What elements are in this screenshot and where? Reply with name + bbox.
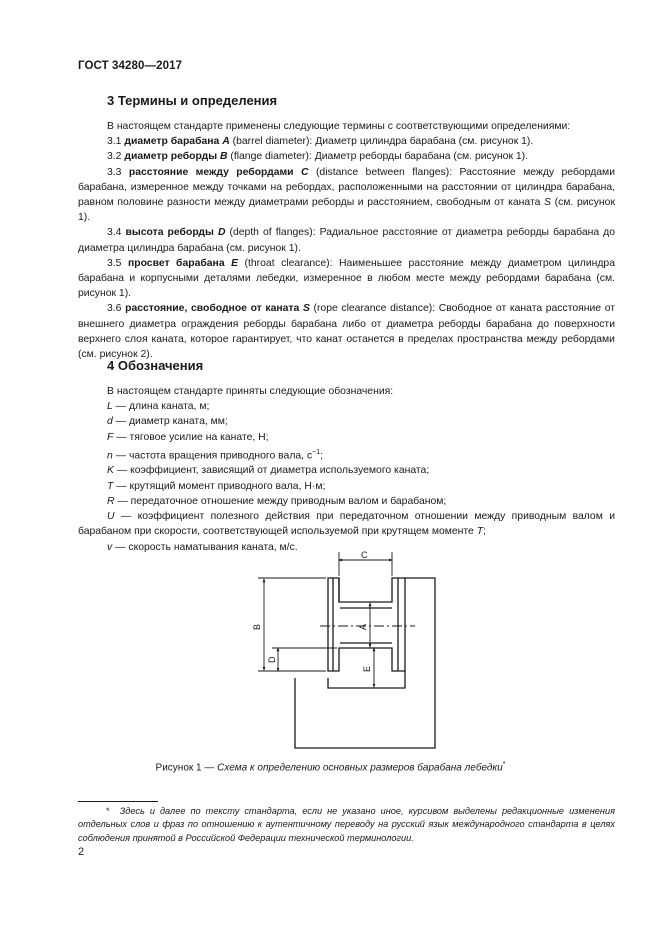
term-num: 3.5 — [107, 257, 122, 269]
symbol: R — [107, 495, 115, 507]
caption-prefix: Рисунок 1 — — [155, 762, 218, 774]
term-definition: (barrel diameter): Диаметр цилиндра барабана (см. рисунок 1). — [229, 136, 534, 148]
symbol: K — [107, 465, 114, 477]
symbol: U — [107, 511, 115, 523]
term-symbol: B — [219, 151, 228, 163]
symbol-tail: T — [476, 526, 484, 538]
symbol-item — [78, 479, 615, 494]
page-number: 2 — [78, 846, 85, 858]
symbol: v — [107, 541, 113, 553]
term-num: 3.1 — [107, 136, 122, 148]
figure-1-caption — [0, 761, 661, 773]
footnote-text: Здесь и далее по тексту стандарта, если не указано иное, курсивом выделены редакционные изменения отдельных слов и фраз по отношению к аутентичному переводу на русский язык международного стандарта в целях соблюдения принятой в Российской Федерации технической терминологии. — [78, 806, 615, 843]
term-tail: (см. рисунок 1). — [78, 197, 615, 224]
label-a: A — [358, 623, 368, 630]
footnote-separator — [78, 801, 158, 802]
caption-footnote-mark: * — [502, 761, 506, 768]
symbol-after: ; — [320, 450, 324, 462]
term-name: расстояние, свободное от каната — [125, 303, 300, 315]
casing-bottom — [328, 671, 405, 688]
term-name: диаметр барабана — [124, 136, 220, 148]
section-3-intro: В настоящем стандарте применены следующие термины с соответствующими определениями: — [107, 121, 571, 132]
term-num: 3.4 — [107, 227, 122, 239]
term-3-4 — [78, 225, 615, 255]
symbol-item — [78, 494, 615, 509]
term-definition: (flange diameter): Диаметр реборды барабана (см. рисунок 1). — [227, 151, 529, 163]
term-name: высота реборды — [125, 227, 214, 239]
term-symbol: C — [301, 166, 309, 178]
term-num: 3.6 — [107, 303, 122, 315]
section-4-body — [78, 384, 615, 555]
term-num: 3.2 — [107, 151, 122, 163]
symbol-item — [78, 463, 615, 478]
term-symbol: E — [231, 257, 239, 269]
symbol-description: — длина каната, м; — [112, 401, 210, 413]
symbol: d — [107, 416, 113, 428]
term-3-6 — [78, 301, 615, 362]
term-tail-symbol: S — [544, 197, 551, 209]
winch-frame — [295, 578, 435, 748]
footnote — [78, 805, 615, 845]
term-definition: (throat clearance): Наименьшее расстояние между диаметром цилиндра барабана и корпусными деталями лебедки, измеренное в любом месте между ребордами барабана (см. рисунок 1). — [78, 257, 615, 300]
term-3-5 — [78, 256, 615, 302]
term-name: просвет барабана — [127, 257, 225, 269]
symbol-description: — передаточное отношение между приводным валом и барабаном; — [114, 495, 447, 507]
term-3-2 — [78, 149, 615, 164]
term-3-1 — [78, 134, 615, 149]
term-3-3 — [78, 165, 615, 226]
standard-code: ГОСТ 34280—2017 — [78, 60, 183, 72]
label-b: B — [252, 623, 262, 630]
symbol-description: — скорость наматывания каната, м/с. — [112, 541, 298, 553]
label-e: E — [362, 665, 372, 672]
symbol: F — [107, 431, 114, 443]
figure-1-drum-diagram — [240, 548, 450, 758]
symbol-item — [78, 414, 615, 429]
term-definition: (rope clearance distance): Свободное от каната расстояние от внешнего диаметра ограждения реборды барабана либо от диаметра реборды барабана до поверхности верхнего слоя каната, которое гарантирует, что канат останется в пределах пространства между ребордами (см. рисунок 2). — [78, 303, 616, 361]
symbol-description: — тяговое усилие на канате, Н; — [113, 431, 269, 443]
term-definition: (depth of flanges): Радиальное расстояние от диаметра реборды барабана до диаметра цилиндра барабана (см. рисунок 1). — [78, 227, 616, 254]
symbol-item — [78, 430, 615, 445]
section-3-title: 3 Термины и определения — [107, 93, 278, 108]
symbol-description: — крутящий момент приводного вала, Н·м; — [113, 480, 326, 492]
term-symbol: S — [302, 303, 310, 315]
symbol: T — [107, 480, 114, 492]
symbol: n — [107, 450, 113, 462]
label-d: D — [267, 656, 277, 663]
symbol: L — [107, 401, 113, 413]
symbol-description: — коэффициент, зависящий от диаметра используемого каната; — [113, 465, 430, 477]
symbol-item — [78, 445, 615, 464]
symbol-description: — частота вращения приводного вала, с — [112, 450, 313, 462]
symbol-item — [78, 399, 615, 414]
section-3-body — [78, 119, 615, 362]
label-c: C — [361, 550, 368, 560]
caption-text: Схема к определению основных размеров барабана лебедки — [217, 762, 503, 774]
term-name: диаметр реборды — [124, 151, 218, 163]
footnote-mark: * — [106, 806, 110, 816]
symbol-superscript: −1 — [312, 448, 321, 456]
symbol-description: — коэффициент полезного действия при передаточном отношении между приводным валом и барабаном при скорости, соответствующей используемой при крутящем моменте — [78, 511, 615, 538]
term-symbol: D — [217, 227, 226, 239]
drum-schematic — [240, 548, 450, 758]
symbol-description: — диаметр каната, мм; — [112, 416, 228, 428]
section-4-title: 4 Обозначения — [107, 358, 204, 373]
section-4-intro: В настоящем стандарте приняты следующие обозначения: — [107, 386, 394, 397]
term-num: 3.3 — [107, 166, 122, 178]
term-symbol: A — [222, 136, 230, 148]
term-name: расстояние между ребордами — [128, 166, 294, 178]
term-definition: (distance between flanges): Расстояние между ребордами барабана, измеренное между точками на ребордах, расположенными на расстоянии от цилиндра барабана, равном половине разности между диаметрами реборды и расстоянием, свободным от каната — [78, 166, 616, 209]
symbol-after: ; — [483, 526, 486, 538]
symbol-item — [78, 509, 615, 539]
